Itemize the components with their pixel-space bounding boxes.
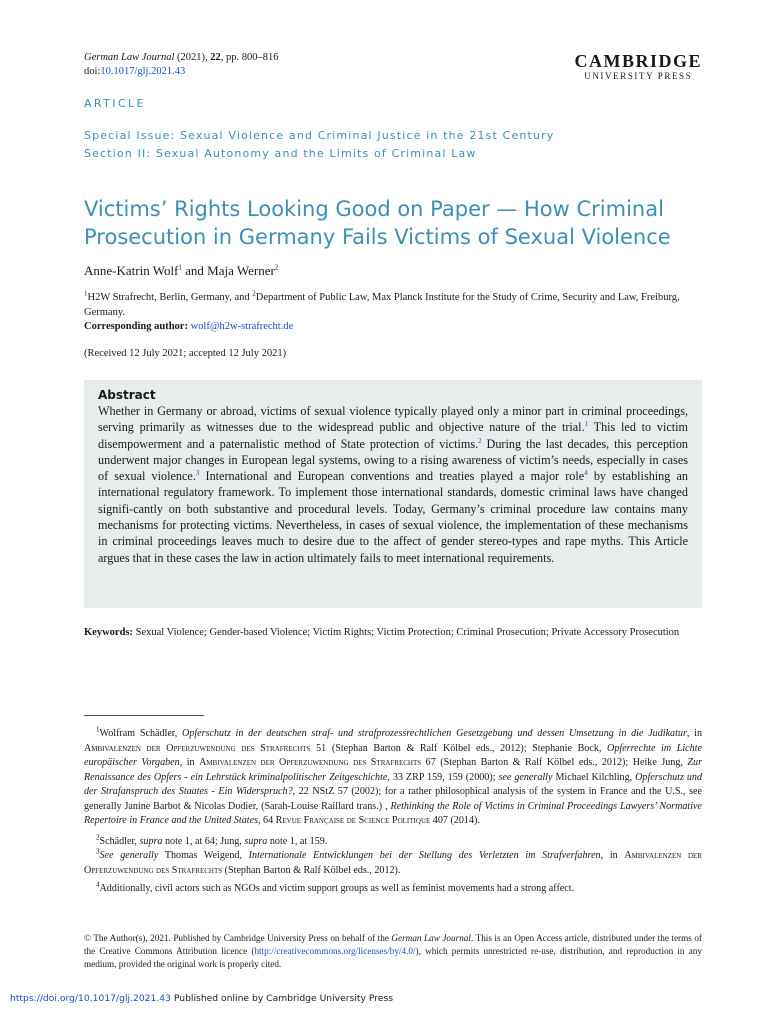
affiliation-2: Department of Public Law, Max Planck Institute for the Study of Crime, Security and Law, Freiburg, Germany.	[84, 292, 680, 318]
footnote-3	[84, 849, 702, 878]
footnote-text: 51 (Stephan Barton & Ralf Kölbel eds., 2012); Stephanie Bock,	[310, 742, 608, 754]
footnote-text: , 64	[257, 815, 276, 826]
affiliation-mark: 2	[252, 289, 256, 298]
affiliation-text	[84, 291, 704, 320]
author-list	[84, 263, 278, 279]
affiliations	[84, 291, 704, 335]
footnote-2	[84, 835, 702, 850]
footnote-ref-link[interactable]: 3	[195, 469, 200, 478]
abstract-segment: by establishing an international regulatory framework. To implement those international standards, domestic criminal laws have changed signifi-cantly on both substantive and procedural levels. Today, Germany’s criminal procedure law contains many mechanisms for protecting victims. Nevertheless, in cases of sexual violence, the implementation of these mechanisms in criminal proceedings leaves much to desire due to the affect of gender stereo-types and rape myths. This Article argues that in these cases the law in action ultimately fails to meet international requirements.	[98, 469, 688, 565]
footnote-divider	[84, 715, 204, 716]
footnote-italic: Rethinking the Role of Victims in Criminal Proceedings Lawyers’ Normative Repertoire in France and the United States	[84, 800, 702, 826]
footnote-italic: See generally	[99, 850, 159, 861]
footer-text: Published online by Cambridge University Press	[170, 993, 394, 1004]
affiliation-1: H2W Strafrecht, Berlin, Germany, and	[87, 292, 253, 303]
abstract-segment: This led to victim disempowerment and a paternalistic method of State protection of victims.	[98, 420, 688, 451]
license-text: © The Author(s), 2021. Published by Cambridge University Press on behalf of the	[84, 933, 392, 943]
footnote-text: Schädler,	[99, 835, 140, 847]
abstract-segment: International and European conventions and treaties played a major role	[199, 469, 585, 484]
page-footer	[10, 993, 393, 1004]
footnote-number: 3	[96, 847, 100, 856]
received-dates: (Received 12 July 2021; accepted 12 July 2021)	[84, 348, 287, 359]
keywords	[84, 626, 702, 641]
article-type-label: ARTICLE	[84, 97, 146, 110]
footnote-1	[84, 727, 702, 829]
footnote-smallcaps: Ambivalenzen der Opferzuwendung des Strafrechts	[84, 850, 702, 876]
footnote-text: (Stephan Barton & Ralf Kölbel eds., 2012).	[222, 864, 401, 876]
footnote-italic: Opferrechte im Lichte europäischer Vorgaben	[84, 742, 702, 768]
footnote-number: 2	[96, 833, 100, 842]
footnote-italic: see generally	[498, 771, 553, 783]
special-issue-line: Special Issue: Sexual Violence and Criminal Justice in the 21st Century	[84, 129, 555, 142]
publisher-logo-line1: CAMBRIDGE	[574, 51, 702, 71]
author-separator: and	[181, 263, 208, 278]
footnote-number: 1	[96, 725, 100, 734]
journal-name: German Law Journal	[84, 52, 175, 63]
footnote-text: , in	[600, 850, 625, 861]
footnote-smallcaps: Ambivalenzen der Opferzuwendung des Strafrechts	[84, 742, 311, 754]
footnote-ref-link[interactable]: 2	[478, 436, 482, 445]
journal-citation	[84, 51, 279, 65]
footnote-text: 407 (2014).	[430, 815, 480, 826]
license-journal: German Law Journal	[391, 933, 471, 943]
footnotes	[84, 727, 702, 897]
footnote-number: 4	[96, 880, 100, 889]
doi-line	[84, 65, 279, 79]
footnote-italic: Opferschutz in der deutschen straf- und strafprozessrechtlichen Gesetzgebung und dessen Umsetzung in die Judikatur	[182, 728, 687, 739]
footnote-italic: supra	[244, 835, 268, 847]
footnote-italic: Internationale Entwicklungen bei der Stellung des Verletzten im Strafverfahren	[248, 850, 601, 861]
footnote-text: , in	[179, 757, 200, 768]
corresponding-author	[84, 320, 704, 335]
author-affiliation-mark: 1	[178, 263, 182, 272]
publisher-logo	[574, 52, 702, 82]
footnote-text: note 1, at 159.	[267, 835, 328, 847]
footnote-italic: Zur Renaissance des Opfers - ein Lehrstück kriminalpolitischer Zeitgeschichte	[84, 757, 703, 783]
keywords-label: Keywords:	[84, 627, 133, 638]
keywords-text: Sexual Violence; Gender-based Violence; Victim Rights; Victim Protection; Criminal Prosecution; Private Accessory Prosecution	[133, 627, 680, 638]
abstract-segment: Whether in Germany or abroad, victims of sexual violence typically played only a minor part in criminal proceedings, serving primarily as witnesses due to the widespread public and objective nature of the trial.	[98, 404, 688, 435]
issue-info	[84, 127, 554, 163]
corresponding-label: Corresponding author:	[84, 321, 188, 332]
author-name: Maja Werner	[207, 263, 275, 278]
abstract-segment: During the last decades, this perception underwent major changes in European legal systems, owing to a rising awareness of victim’s needs, especially in cases of sexual violence.	[98, 436, 689, 484]
license-text: . This is an Open Access article, distributed under the terms of the Creative Commons Attribution licence (	[84, 933, 702, 956]
footnote-4	[84, 882, 702, 897]
footnote-smallcaps: Ambivalenzen der Opferzuwendung des Strafrechts	[199, 757, 422, 768]
journal-year: (2021),	[177, 52, 208, 63]
abstract-text	[98, 403, 688, 566]
abstract-box	[84, 380, 702, 608]
doi-label: doi:	[84, 66, 101, 77]
footnote-ref-link[interactable]: 1	[584, 420, 589, 429]
footnote-text: Michael Kilchling,	[552, 771, 636, 783]
author-name: Anne-Katrin Wolf	[84, 263, 179, 278]
footnote-text: Thomas Weigend,	[158, 850, 249, 861]
footnote-ref-link[interactable]: 4	[584, 469, 588, 478]
footnote-text: , in	[686, 728, 702, 739]
license-notice	[84, 932, 702, 971]
footnote-text: 67 (Stephan Barton & Ralf Kölbel eds., 2012); Heike Jung,	[421, 757, 688, 768]
footnote-italic: supra	[139, 835, 163, 847]
doi-link[interactable]: 10.1017/glj.2021.43	[100, 66, 186, 77]
footnote-text: Additionally, civil actors such as NGOs and victim support groups as well as feminist movements had a strong affect.	[99, 883, 575, 894]
corresponding-email-link[interactable]: wolf@h2w-strafrecht.de	[190, 321, 294, 332]
author-affiliation-mark: 2	[274, 263, 279, 272]
license-url-link[interactable]: http://creativecommons.org/licenses/by/4.0/	[254, 946, 416, 956]
license-text: ), which permits unrestricted re-use, distribution, and reproduction in any medium, provided the original work is properly cited.	[84, 946, 702, 969]
footnote-text: Wolfram Schädler,	[99, 728, 183, 739]
footnote-text: , 33 ZRP 159, 159 (2000);	[387, 771, 499, 783]
journal-pages: , pp. 800–816	[220, 52, 279, 63]
footnote-italic: Opferschutz und der Strafanspruch des Staates - Ein Widerspruch?	[84, 771, 703, 797]
abstract-heading: Abstract	[98, 388, 156, 402]
footnote-text: , 22 NStZ 57 (2002); for a rather philosophical analysis of the system in France and the U.S., see generally Janine Barbot & Nicolas Dodier, (Sarah-Louise Raillard trans.) ,	[84, 786, 702, 812]
affiliation-mark: 1	[84, 289, 88, 298]
footer-doi-link[interactable]: https://doi.org/10.1017/glj.2021.43	[10, 993, 171, 1004]
citation-block	[84, 51, 279, 79]
footnote-text: note 1, at 64; Jung,	[162, 835, 245, 847]
footnote-smallcaps: Revue Française de Science Politique	[275, 815, 431, 826]
article-title: Victims’ Rights Looking Good on Paper — How Criminal Prosecution in Germany Fails Victims of Sexual Violence	[84, 197, 671, 249]
journal-volume: 22	[210, 52, 221, 63]
publisher-logo-line2: UNIVERSITY PRESS	[584, 71, 693, 81]
section-line: Section II: Sexual Autonomy and the Limits of Criminal Law	[84, 147, 477, 160]
